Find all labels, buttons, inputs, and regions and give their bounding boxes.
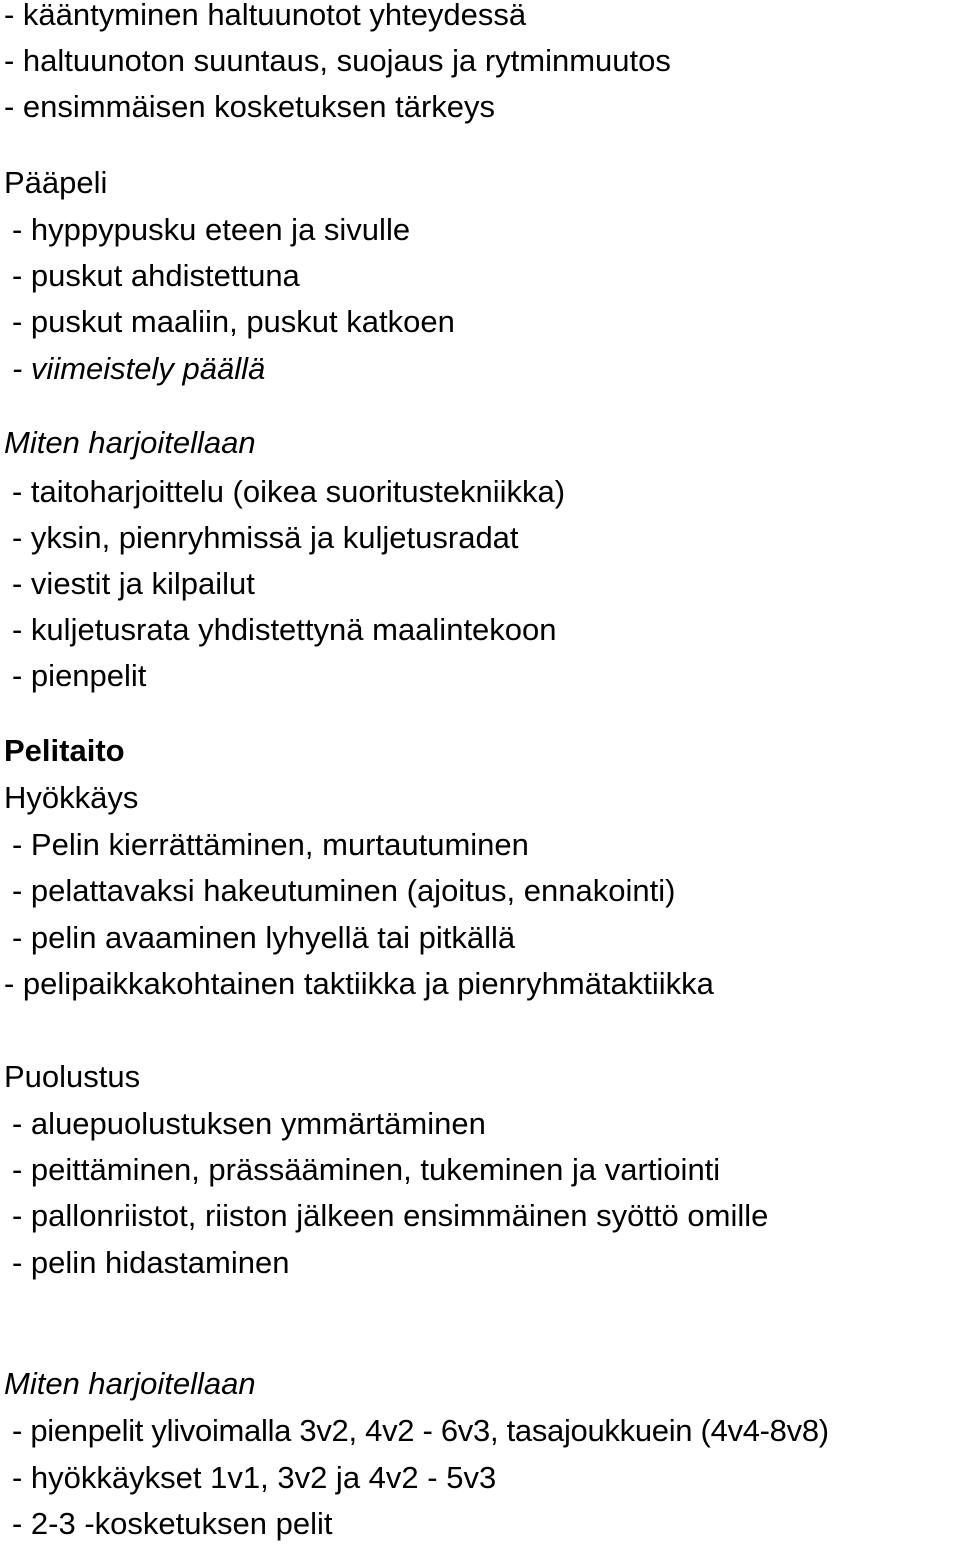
list-item: - puskut ahdistettuna <box>12 258 300 293</box>
list-item: - pelipaikkakohtainen taktiikka ja pienryhmätaktiikka <box>4 966 714 1001</box>
list-item: - pelin hidastaminen <box>12 1245 290 1280</box>
list-item: - viimeistely päällä <box>12 351 266 386</box>
list-item: - haltuunoton suuntaus, suojaus ja rytminmuutos <box>4 43 671 78</box>
section-heading-pelitaito: Pelitaito <box>4 733 125 768</box>
list-item: - pallonriistot, riiston jälkeen ensimmäinen syöttö omille <box>12 1198 769 1233</box>
list-item: - viestit ja kilpailut <box>12 566 255 601</box>
list-item: - peittäminen, prässääminen, tukeminen ja vartiointi <box>12 1152 721 1187</box>
list-item: - kääntyminen haltuunotot yhteydessä <box>4 0 527 32</box>
section-heading-paapeli: Pääpeli <box>4 165 108 200</box>
list-item: - taitoharjoittelu (oikea suoritustekniikka) <box>12 474 566 509</box>
list-item: - ensimmäisen kosketuksen tärkeys <box>4 89 496 124</box>
list-item: - hyppypusku eteen ja sivulle <box>12 212 411 247</box>
list-item: - pelattavaksi hakeutuminen (ajoitus, ennakointi) <box>12 873 676 908</box>
list-item: - 2-3 -kosketuksen pelit <box>12 1506 333 1541</box>
list-item: - yksin, pienryhmissä ja kuljetusradat <box>12 520 519 555</box>
list-item: - Pelin kierrättäminen, murtautuminen <box>12 827 529 862</box>
list-item: - pienpelit ylivoimalla 3v2, 4v2 - 6v3, tasajoukkuein (4v4-8v8) <box>12 1413 829 1448</box>
list-item: - aluepuolustuksen ymmärtäminen <box>12 1106 486 1141</box>
section-heading-miten-harjoitellaan: Miten harjoitellaan <box>4 425 256 460</box>
list-item: - pelin avaaminen lyhyellä tai pitkällä <box>12 920 516 955</box>
list-item: - pienpelit <box>12 658 147 693</box>
list-item: - hyökkäykset 1v1, 3v2 ja 4v2 - 5v3 <box>12 1460 497 1495</box>
subheading-hyokkays: Hyökkäys <box>4 780 139 815</box>
list-item: - puskut maaliin, puskut katkoen <box>12 304 455 339</box>
section-heading-miten-harjoitellaan: Miten harjoitellaan <box>4 1366 256 1401</box>
list-item: - kuljetusrata yhdistettynä maalintekoon <box>12 612 557 647</box>
subheading-puolustus: Puolustus <box>4 1059 141 1094</box>
